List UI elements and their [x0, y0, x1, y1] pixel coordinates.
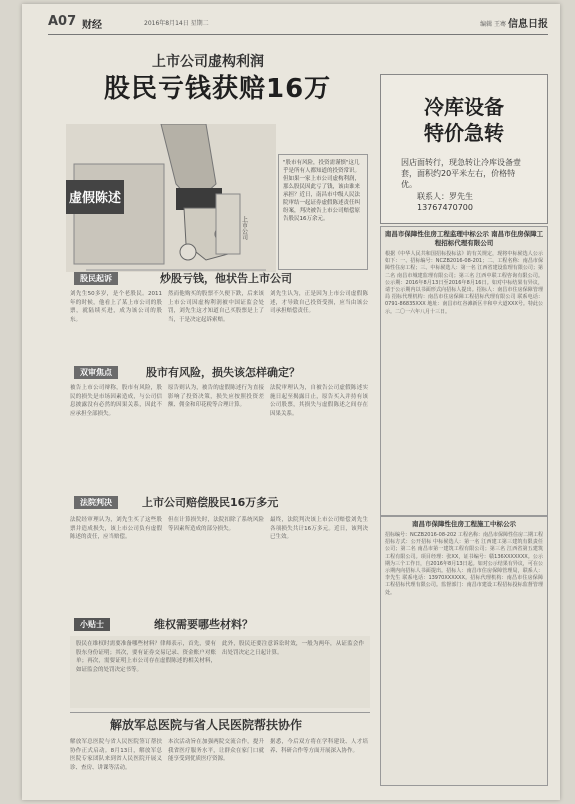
- body-column: 但在计算损失时，法院扣除了系统风险等因素所造成的部分损失。: [168, 517, 264, 532]
- ad-contact-name: 联系人：罗先生: [417, 192, 473, 201]
- body-column: 据悉，今后双方将在学科建设、人才培养、科研合作等方面开展深入协作。: [270, 739, 368, 754]
- subhead-plaintiff: 炒股亏钱，他状告上市公司: [160, 272, 292, 285]
- article-headline: 股民亏钱获赔16万: [104, 74, 332, 104]
- notice-title: 南昌市保障性住房工程监理中标公示 南昌市住房保障工程招标代理有限公司: [384, 230, 544, 247]
- body-column: 本次活动旨在加强两院交流合作，提升我省医疗服务水平，让群众在家门口就能享受到优质医疗资源。: [168, 739, 264, 762]
- classified-ad: [380, 74, 548, 224]
- body-column: 法院审理认为，自被告公司虚假陈述实施日起至揭露日止，原告买入并持有该公司股票，其损失与虚假陈述之间存在因果关系。: [270, 385, 368, 417]
- body-column: 法院经审理认为，刘先生买了这些股票并造成损失，该上市公司负有虚假陈述的责任，应当赔偿。: [70, 517, 162, 540]
- editor-credit: 编辑 王骞: [480, 21, 506, 28]
- tender-notice-2: [380, 516, 548, 786]
- subhead-verdict: 上市公司赔偿股民16万多元: [142, 496, 279, 509]
- body-column: 然而他购买的股票不久便下跌，后来该上市公司因虚构利润被中国证监会处罚，刘先生这才知道自己买股票是上了当，于是决定起诉索赔。: [168, 291, 264, 323]
- newspaper-name: 信息日报: [508, 19, 548, 30]
- article-kicker: 上市公司虚构利润: [152, 54, 264, 70]
- fake-statement-label: 虚假陈述: [68, 191, 122, 206]
- page-number: A07: [48, 14, 77, 29]
- tender-notice-1: [380, 226, 548, 516]
- notice-text: 根据《中华人民共和国招标投标法》的有关规定，现将中标候选人公示如下：一、招标编号：NCZB2016-08-201；二、工程名称：南昌市保障性住房工程；三、中标候选人：第一名 江西省建设监理有限公司；第二名 南昌市城建监理有限公司；第三名 江西中联工程咨询有限公司。公示期：2016年8月13日至2016年8月16日。如对中标结果有异议，请于公示期内以书面形式向招标人提出。招标人：南昌市住房保障管理局 招标代理机构：南昌市住房保障工程招标代理有限公司 联系电话：0791-86835XXX 地址：南昌市红谷滩新区丰和中大道XXX号。特此公示。二〇一六年八月十三日。: [385, 251, 543, 315]
- subhead-tips: 维权需要哪些材料？: [154, 618, 253, 631]
- tips-text: 股民在维权时需要准备哪些材料？律师表示，首先，要有股东身份证明；其次，要有证券交易记录、资金账户对账单；再次，需要证明上市公司存在虚假陈述的相关材料，如证监会的处罚决定书等。: [76, 641, 216, 673]
- body-column: 原告则认为，被告的虚假陈述行为直接影响了投资决策，损失应按照投资差额、佣金和印花税等合理计算。: [168, 385, 264, 408]
- section-bar-dispute: 双审焦点: [74, 366, 118, 379]
- listed-company-label: 上市公司: [240, 216, 248, 240]
- body-column: 被告上市公司辩称，股市有风险，股民的损失是市场因素造成，与公司信息披露没有必然的因果关系，因此不应承担全部损失。: [70, 385, 162, 417]
- body-column: 最终，法院判决该上市公司赔偿刘先生各项损失共计16万多元。近日，该判决已生效。: [270, 517, 368, 540]
- issue-date: 2016年8月14日 星期二: [144, 20, 209, 27]
- body-column: 刘先生50多岁，是个老股民。2011年的时候，他看上了某上市公司的股票，就陆续买进，成为该公司的股东。: [70, 291, 162, 323]
- cartoon-illustration: [66, 124, 276, 272]
- section-bar-plaintiff: 股民起诉: [74, 272, 118, 285]
- ad-contact-phone: 13767470700: [417, 203, 473, 212]
- article-lead-box: "股市有风险，投资需谨慎"这几乎是所有人都知道的投资常识。但如果一家上市公司虚构利润，那么股民因此亏了钱，该由谁来承担？近日，南昌市中级人民法院审结一起证券虚假陈述责任纠纷案，判决被告上市公司赔偿原告股民16万余元。: [278, 154, 368, 270]
- divider: [70, 712, 370, 713]
- ad-title-line1: 冷库设备: [424, 95, 504, 119]
- bottom-article-title: 解放军总医院与省人民医院帮扶协作: [110, 718, 303, 732]
- ad-contact: [417, 191, 473, 213]
- ad-body: 因店面转行，现急转让冷库设备壹套，面积约20平米左右，价格特优。: [401, 158, 521, 189]
- page-header: [48, 12, 548, 35]
- section-name: 财经: [82, 20, 102, 31]
- notice-title: 南昌市保障性住房工程施工中标公示: [412, 520, 516, 528]
- section-bar-verdict: 法院判决: [74, 496, 118, 509]
- subhead-dispute: 股市有风险，损失该怎样确定？: [146, 366, 300, 379]
- tips-text: 此外，股民还要注意诉讼时效，一般为两年，从证监会作出处罚决定之日起计算。: [222, 641, 364, 656]
- notice-text: 招标编号：NCZB2016-08-202 工程名称：南昌市保障性住房二期工程 招标方式：公开招标 中标候选人：第一名 江西建工第三建筑有限责任公司；第二名 南昌市第一建筑工程有限公司；第三名 江西省第五建筑工程有限公司。项目经理：张XX，证书编号：赣136XXXXXXX。公示期为三个工作日，自2016年8月13日起。如对公示结果有异议，可在公示期内向招标人书面提出。招标人：南昌市住房保障管理局，联系人：李先生 联系电话：13970XXXXXX。招标代理机构：南昌市住房保障工程招标代理有限公司。监督部门：南昌市建设工程招标投标监督管理处。: [385, 532, 543, 596]
- newspaper-page: [22, 4, 560, 800]
- ad-title-line2: 特价急转: [424, 121, 504, 145]
- section-bar-tips: 小贴士: [74, 618, 110, 631]
- body-column: 解放军总医院与省人民医院签订帮扶协作正式启动。8月13日，解放军总医院专家团队来到省人民医院开展义诊、查房、讲课等活动。: [70, 739, 162, 771]
- body-column: 刘先生认为，正是因为上市公司虚假陈述，才导致自己投资受损，应当由该公司承担赔偿责任。: [270, 291, 368, 314]
